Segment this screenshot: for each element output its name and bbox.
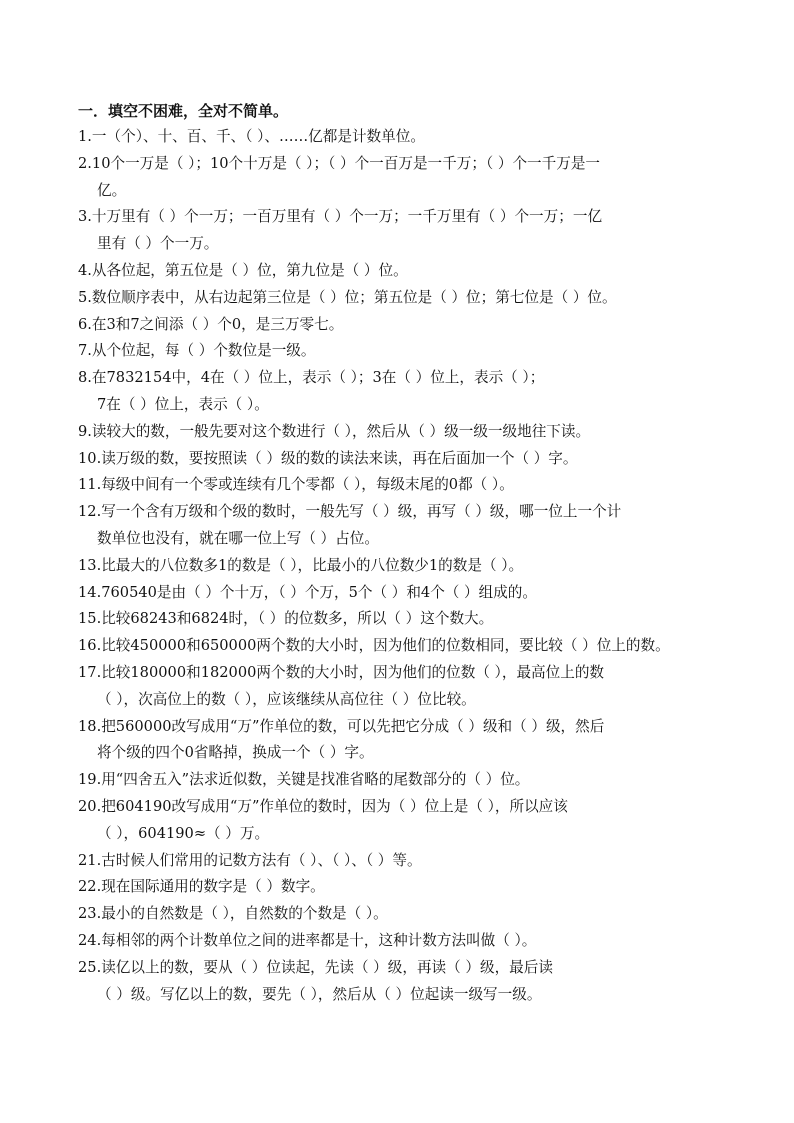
question-line: 23.最小的自然数是（ ），自然数的个数是（ ）。: [78, 905, 388, 923]
question-line-continued: 里有（ ）个一万。: [97, 235, 219, 253]
question-line: 5.数位顺序表中，从右边起第三位是（ ）位；第五位是（ ）位；第七位是（ ）位。: [78, 288, 617, 306]
section-title: 一．填空不困难，全对不简单。: [78, 102, 289, 120]
question-line-continued: 亿。: [97, 181, 127, 199]
question-line: 17.比较180000和182000两个数的大小时，因为他们的位数（ ），最高位上的数: [78, 663, 605, 681]
question-line: 1.一（个）、十、百、千、（ ）、……亿都是计数单位。: [78, 128, 425, 145]
worksheet-content: [78, 98, 728, 1008]
question-line: 16.比较450000和650000两个数的大小时，因为他们的位数相同，要比较（ ）位上的数。: [78, 637, 670, 655]
question-line-continued: （ ），次高位上的数（ ），应该继续从高位往（ ）位比较。: [97, 690, 476, 708]
question-line: 21.古时候人们常用的记数方法有（ ）、（ ）、（ ）等。: [78, 851, 422, 869]
question-line: 8.在7832154中，4在（ ）位上，表示（ ）；3在（ ）位上，表示（ ）；: [78, 369, 545, 387]
question-line-continued: 7在（ ）位上，表示（ ）。: [97, 395, 269, 413]
question-line: 4.从各位起，第五位是（ ）位，第九位是（ ）位。: [78, 261, 408, 279]
question-line: 3.十万里有（ ）个一万；一百万里有（ ）个一万；一千万里有（ ）个一万；一亿: [78, 208, 603, 226]
question-line: 11.每级中间有一个零或连续有几个零都（ ），每级末尾的0都（ ）。: [78, 476, 514, 494]
question-line-continued: （ ），604190≈（ ）万。: [97, 824, 270, 842]
question-line: 15.比较68243和6824时，（ ）的位数多，所以（ ）这个数大。: [78, 610, 494, 628]
question-line: 25.读亿以上的数，要从（ ）位读起，先读（ ）级，再读（ ）级，最后读: [78, 958, 553, 976]
question-line: 22.现在国际通用的数字是（ ）数字。: [78, 878, 325, 896]
question-line: 7.从个位起，每（ ）个数位是一级。: [78, 342, 316, 360]
question-line: 12.写一个含有万级和个级的数时，一般先写（ ）级，再写（ ）级，哪一位上一个计: [78, 503, 622, 521]
question-line: 19.用“四舍五入”法求近似数，关键是找准省略的尾数部分的（ ）位。: [78, 771, 530, 789]
question-line: 14.760540是由（ ）个十万，（ ）个万，5个（ ）和4个（ ）组成的。: [78, 583, 537, 601]
question-line: 13.比最大的八位数多1的数是（ ），比最小的八位数少1的数是（ ）。: [78, 556, 524, 574]
question-line-continued: 数单位也没有，就在哪一位上写（ ）占位。: [97, 529, 379, 547]
question-line-continued: 将个级的四个0省略掉，换成一个（ ）字。: [97, 744, 374, 762]
question-line: 10.读万级的数，要按照读（ ）级的数的读法来读，再在后面加一个（ ）字。: [78, 449, 578, 467]
question-line: 20.把604190改写成用“万”作单位的数时，因为（ ）位上是（ ），所以应该: [78, 797, 568, 815]
question-line-continued: （ ）级。写亿以上的数，要先（ ），然后从（ ）位起读一级写一级。: [97, 985, 542, 1003]
question-line: 24.每相邻的两个计数单位之间的进率都是十，这种计数方法叫做（ ）。: [78, 931, 537, 949]
question-line: 6.在3和7之间添（ ）个0，是三万零七。: [78, 315, 344, 333]
question-line: 9.读较大的数，一般先要对这个数进行（ ），然后从（ ）级一级一级地往下读。: [78, 422, 591, 440]
question-list: [78, 124, 728, 1008]
question-line: 2.10个一万是（ ）；10个十万是（ ）；（ ）个一百万是一千万；（ ）个一千万是一: [78, 154, 601, 172]
question-line: 18.把560000改写成用“万”作单位的数，可以先把它分成（ ）级和（ ）级，然后: [78, 717, 605, 735]
